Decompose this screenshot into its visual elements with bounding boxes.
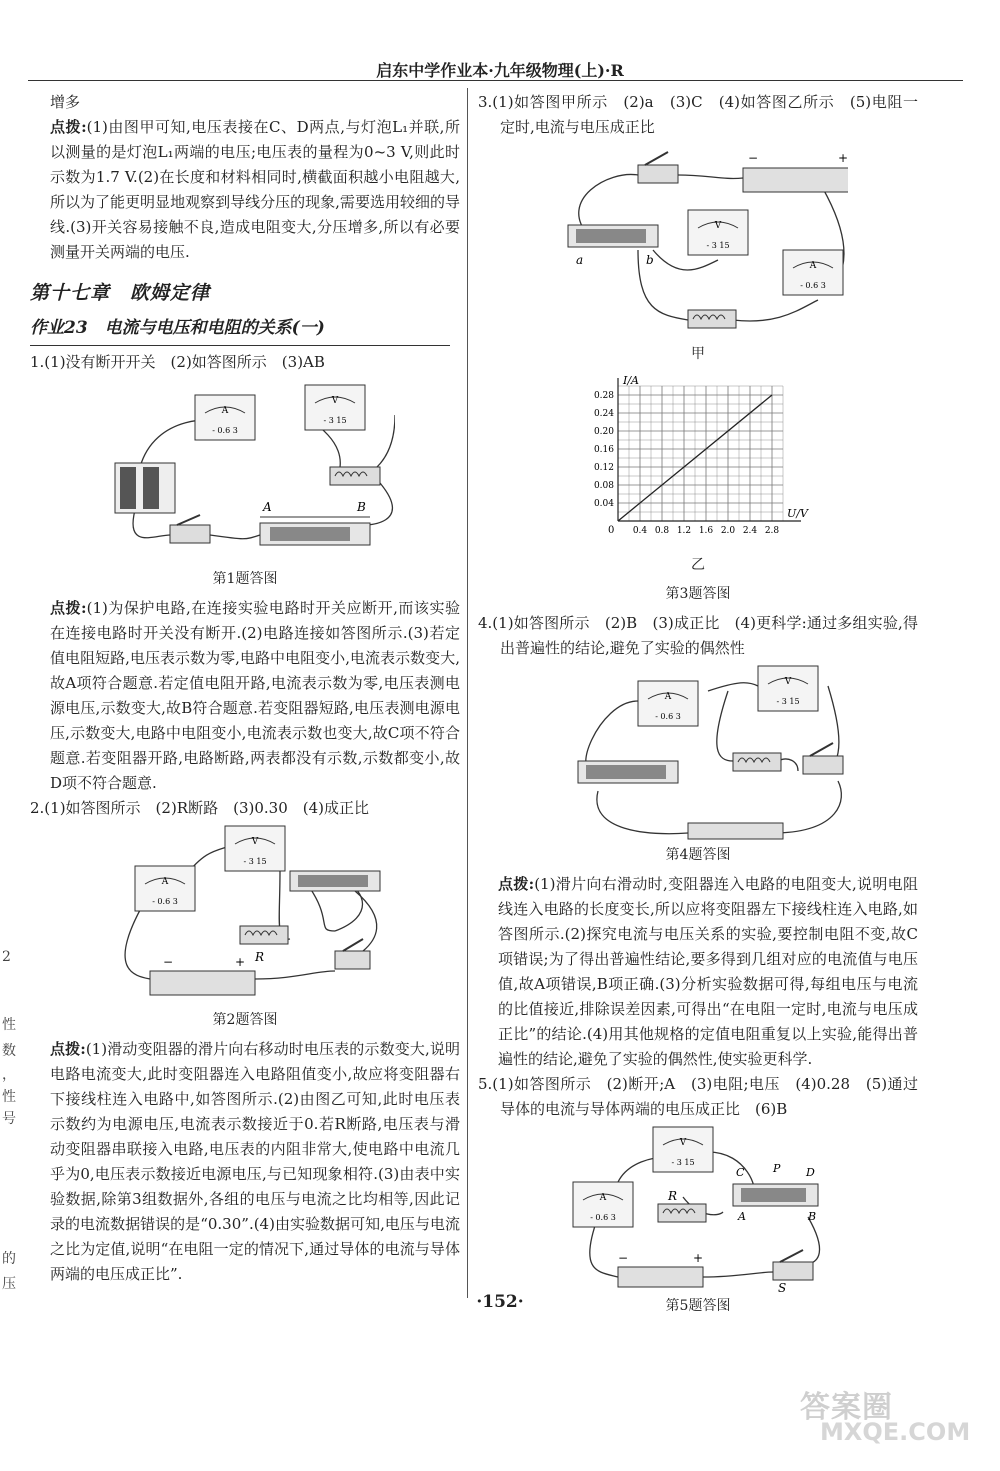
battery-icon bbox=[618, 1251, 703, 1287]
fig5-label-s: S bbox=[778, 1281, 787, 1292]
voltmeter-scale: - 3 15 bbox=[776, 697, 800, 706]
fig5-caption: 第5题答图 bbox=[665, 1298, 731, 1314]
watermark-logo: 答案圈 bbox=[800, 1390, 893, 1425]
y-tick-label: 0.08 bbox=[593, 481, 614, 491]
margin-note: 的 bbox=[2, 1251, 16, 1267]
y-tick-label: 0.20 bbox=[593, 427, 614, 437]
column-divider bbox=[467, 88, 468, 1298]
homework-rule bbox=[30, 345, 450, 346]
rheostat-icon bbox=[290, 871, 380, 891]
q4-tip bbox=[478, 872, 918, 1072]
x-tick-label: 2.8 bbox=[764, 526, 780, 536]
y-tick-label: 0.12 bbox=[593, 463, 614, 473]
voltmeter-icon bbox=[758, 666, 818, 711]
ammeter-letter: A bbox=[221, 406, 229, 416]
voltmeter-scale: - 3 15 bbox=[243, 857, 267, 866]
voltmeter-scale: - 3 15 bbox=[323, 416, 347, 425]
y-tick-label: 0.16 bbox=[593, 445, 614, 455]
q1-tip bbox=[30, 596, 460, 796]
fig3-caption: 第3题答图 bbox=[665, 586, 731, 602]
fig3b-label: 乙 bbox=[691, 557, 705, 573]
fig5-circuit bbox=[558, 1122, 838, 1292]
battery-icon bbox=[150, 955, 255, 995]
ammeter-scale: - 0.6 3 bbox=[800, 281, 826, 290]
fig5-minus: − bbox=[618, 1251, 629, 1265]
fig3a-circuit bbox=[548, 140, 848, 340]
q2-answer: 2.(1)如答图所示 (2)R断路 (3)0.30 (4)成正比 bbox=[30, 799, 369, 817]
voltmeter-icon bbox=[305, 385, 365, 430]
x-tick-label: 2.0 bbox=[720, 526, 736, 536]
chapter-title: 第十七章 欧姆定律 bbox=[30, 282, 211, 304]
tip-label: 点拨: bbox=[50, 599, 87, 617]
fig1-caption: 第1题答图 bbox=[212, 571, 278, 587]
header-rule bbox=[28, 80, 963, 81]
rheostat-icon bbox=[733, 1162, 818, 1223]
ammeter-letter: A bbox=[809, 261, 817, 271]
rheostat-icon bbox=[578, 761, 678, 783]
tip-label: 点拨: bbox=[50, 1040, 86, 1058]
origin-label: 0 bbox=[608, 525, 615, 536]
fig1-label-b: B bbox=[357, 500, 366, 514]
fig4-circuit bbox=[538, 661, 858, 841]
q5-answer: 5.(1)如答图所示 (2)断开;A (3)电阻;电压 (4)0.28 (5)通过导体的电流与导体两端的电压成正比 (6)B bbox=[478, 1075, 918, 1118]
voltmeter-letter: V bbox=[251, 837, 259, 847]
margin-note: 号 bbox=[2, 1111, 16, 1127]
voltmeter-letter: V bbox=[331, 396, 339, 406]
tip-label: 点拨: bbox=[498, 875, 535, 893]
resistor-coil-icon bbox=[330, 467, 380, 485]
rheostat-icon bbox=[568, 225, 658, 267]
ammeter-icon bbox=[573, 1182, 633, 1227]
right-column bbox=[478, 90, 918, 1323]
fig1-circuit bbox=[95, 375, 395, 565]
voltmeter-icon bbox=[653, 1127, 713, 1172]
homework-title: 作业23 电流与电压和电阻的关系(一) bbox=[30, 318, 325, 338]
ammeter-icon bbox=[783, 250, 843, 295]
battery-icon bbox=[743, 151, 848, 192]
margin-note: 性 bbox=[2, 1089, 16, 1105]
fig4-caption: 第4题答图 bbox=[665, 847, 731, 863]
resistor-coil-icon bbox=[240, 926, 288, 964]
rheostat-icon bbox=[260, 500, 370, 545]
x-tick-label: 1.6 bbox=[698, 526, 714, 536]
resistor-coil-icon bbox=[733, 753, 781, 771]
fig3b-iu-chart bbox=[578, 371, 818, 551]
x-axis-label: U/V bbox=[787, 507, 808, 520]
fig3a-minus: − bbox=[748, 151, 759, 165]
voltmeter-letter: V bbox=[679, 1138, 687, 1148]
voltmeter-scale: - 3 15 bbox=[706, 241, 730, 250]
switch-icon bbox=[773, 1250, 813, 1292]
margin-note: 2 bbox=[2, 949, 11, 965]
fig3a-label-b: b bbox=[646, 253, 654, 267]
fig3a-plus: + bbox=[838, 151, 848, 165]
ammeter-scale: - 0.6 3 bbox=[212, 426, 238, 435]
ammeter-icon bbox=[135, 866, 195, 911]
fig1-label-a: A bbox=[263, 500, 272, 514]
fig2-plus: + bbox=[235, 955, 246, 969]
voltmeter-letter: V bbox=[714, 221, 722, 231]
top-tip bbox=[30, 115, 460, 265]
fig2-circuit bbox=[95, 821, 395, 1006]
fig5-label-d: D bbox=[806, 1166, 815, 1179]
fig2-caption: 第2题答图 bbox=[212, 1012, 278, 1028]
x-tick-label: 0.4 bbox=[632, 526, 648, 536]
top-word: 增多 bbox=[50, 93, 81, 111]
ammeter-letter: A bbox=[161, 877, 169, 887]
switch-icon bbox=[638, 152, 678, 183]
fig2-minus: − bbox=[163, 955, 174, 969]
margin-note: 性 bbox=[2, 1017, 16, 1033]
switch-icon bbox=[335, 939, 370, 969]
q2-tip bbox=[30, 1037, 460, 1287]
fig3a-label: 甲 bbox=[691, 346, 705, 362]
y-axis-label: I/A bbox=[623, 374, 639, 387]
y-tick-label: 0.24 bbox=[593, 409, 614, 419]
y-tick-label: 0.28 bbox=[593, 391, 614, 401]
ammeter-letter: A bbox=[599, 1193, 607, 1203]
fig5-label-c: C bbox=[736, 1166, 745, 1179]
watermark-url: MXQE.COM bbox=[820, 1418, 971, 1446]
tip-label: 点拨: bbox=[50, 118, 87, 136]
ammeter-scale: - 0.6 3 bbox=[152, 897, 178, 906]
ammeter-scale: - 0.6 3 bbox=[590, 1213, 616, 1222]
switch-icon bbox=[803, 743, 843, 774]
voltmeter-icon bbox=[688, 210, 748, 255]
margin-note: ， bbox=[2, 1067, 16, 1083]
q1-answer: 1.(1)没有断开开关 (2)如答图所示 (3)AB bbox=[30, 353, 325, 371]
y-tick-label: 0.04 bbox=[593, 499, 614, 509]
page-number: ·152· bbox=[476, 1292, 524, 1312]
margin-note: 压 bbox=[2, 1276, 16, 1292]
battery-icon bbox=[115, 463, 175, 513]
resistor-coil-icon bbox=[658, 1189, 706, 1222]
q4-answer: 4.(1)如答图所示 (2)B (3)成正比 (4)更科学:通过多组实验,得出普遍性的结论,避免了实验的偶然性 bbox=[478, 614, 918, 657]
x-tick-label: 1.2 bbox=[676, 526, 692, 536]
voltmeter-letter: V bbox=[784, 677, 792, 687]
fig5-label-b: B bbox=[808, 1210, 817, 1223]
voltmeter-icon bbox=[225, 826, 285, 871]
ammeter-scale: - 0.6 3 bbox=[655, 712, 681, 721]
x-tick-label: 0.8 bbox=[654, 526, 670, 536]
page-header: 启东中学作业本·九年级物理(上)·R bbox=[376, 61, 624, 80]
x-tick-label: 2.4 bbox=[742, 526, 758, 536]
tip-text: (1)滑动变阻器的滑片向右移动时电压表的示数变大,说明电路电流变大,此时变阻器连入电路阻值变小,故应将变阻器右下接线柱连入电路中,如答图所示.(2)由图乙可知,此时电压表示数约为电源电压,电流表示数接近于0.若R断路,电压表与滑动变阻器串联接入电路,电压表的内阻非常大,使电路中电流几乎为0,电压表示数接近电源电压,与已知现象相符.(3)由表中实验数据,除第3组数据外,各组的电压与电流之比均相等,因此记录的电流数据错误的是“0.30”.(4)由实验数据可知,电压与电流之比为定值,说明“在电阻一定的情况下,通过导体的电流与导体两端的电压成正比”. bbox=[50, 1040, 460, 1283]
voltmeter-scale: - 3 15 bbox=[671, 1158, 695, 1167]
q3-answer: 3.(1)如答图甲所示 (2)a (3)C (4)如答图乙所示 (5)电阻一定时,电流与电压成正比 bbox=[478, 93, 918, 136]
tip-text: (1)滑片向右滑动时,变阻器连入电路的电阻变大,说明电阻线连入电路的长度变长,所以应将变阻器左下接线柱连入电路,如答图所示.(2)探究电流与电压关系的实验,要控制电阻不变,故C项错误;为了得出普遍性结论,要多得到几组对应的电流值与电压值,故A项错误,B项正确.(3)分析实验数据可得,每组电压与电流的比值接近,排除误差因素,可得出“在电阻一定时,电流与电压成正比”的结论.(4)用其他规格的定值电阻重复以上实验,能得出普遍性的结论,避免了实验的偶然性,使实验更科学. bbox=[498, 875, 918, 1068]
fig3a-label-a: a bbox=[576, 253, 584, 267]
battery-icon bbox=[688, 823, 783, 839]
tip-text: (1)为保护电路,在连接实验电路时开关应断开,而该实验在连接电路时开关没有断开.(2)电路连接如答图所示.(3)若定值电阻短路,电压表示数为零,电路中电阻变小,电流表示数变大,故A项符合题意.若定值电阻开路,电流表示数为零,电压表测电源电压,示数变大,故B符合题意.若变阻器短路,电压表测电源电压,示数变大,电路中电阻变小,电流表示数也变大,故C项不符合题意.若变阻器开路,电路断路,两表都没有示数,示数都变小,故D项不符合题意. bbox=[50, 599, 460, 792]
ammeter-letter: A bbox=[664, 692, 672, 702]
resistor-coil-icon bbox=[688, 310, 736, 328]
left-column bbox=[30, 90, 460, 1287]
fig5-label-p: P bbox=[773, 1162, 781, 1175]
switch-icon bbox=[170, 515, 210, 543]
ammeter-icon bbox=[638, 681, 698, 726]
tip-text: (1)由图甲可知,电压表接在C、D两点,与灯泡L₁并联,所以测量的是灯泡L₁两端的电压;电压表的量程为0~3 V,则此时示数为1.7 V.(2)在长度和材料相同时,横截面积越小电阻越大,所以为了能更明显地观察到导线分压的现象,需要选用较细的导线.(3)开关容易接触不良,造成电阻变大,分压增多,所以有必要测量开关两端的电压. bbox=[50, 118, 460, 261]
fig2-label-r: R bbox=[255, 950, 265, 964]
fig5-plus: + bbox=[693, 1251, 704, 1265]
fig5-label-a: A bbox=[738, 1210, 746, 1223]
fig5-label-r: R bbox=[668, 1189, 678, 1203]
ammeter-icon bbox=[195, 395, 255, 440]
margin-note: 数 bbox=[2, 1043, 16, 1059]
